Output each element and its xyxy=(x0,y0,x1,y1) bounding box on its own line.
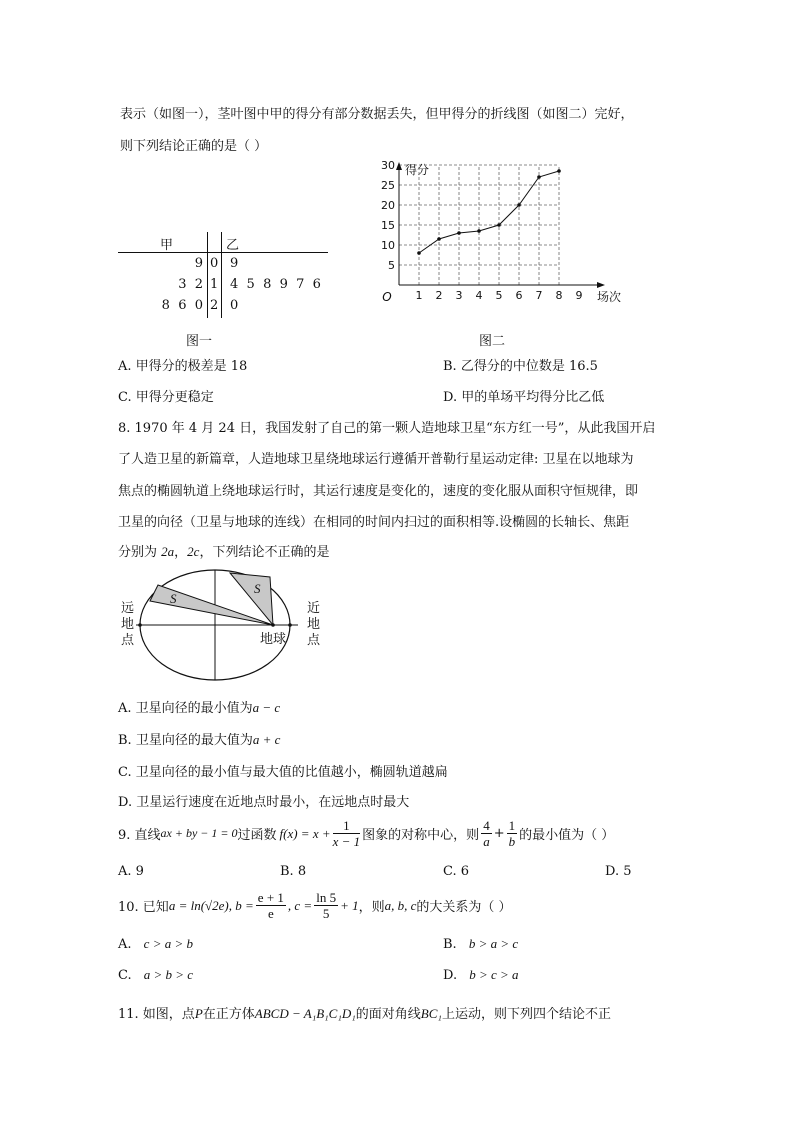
q9-func: f(x) = x + xyxy=(279,825,331,841)
q10-option-d xyxy=(443,967,519,983)
far-point-label xyxy=(121,601,135,649)
earth-dot xyxy=(271,623,275,627)
q9-stem xyxy=(118,818,614,849)
q10-option-d-label: D. xyxy=(443,968,458,983)
x-tick-label-7: 7 xyxy=(535,289,543,302)
q8-option-d: D. 卫星运行速度在近地点时最小，在远地点时最大 xyxy=(118,795,410,810)
area-label-1: S xyxy=(170,591,177,606)
stem-leaf-row-2-stem: 1 xyxy=(210,277,219,292)
q10-option-a xyxy=(118,936,193,952)
score-series-line xyxy=(419,171,559,253)
q10-pre: 10. 已知 xyxy=(118,900,169,915)
stem-leaf-row-1-stem: 0 xyxy=(210,256,219,271)
far-char-2: 地 xyxy=(121,617,135,632)
q9-func-den: x − 1 xyxy=(332,834,361,849)
q11-mid1: 在正方体 xyxy=(202,1007,255,1022)
q9-end: 的最小值为（ ） xyxy=(519,828,615,843)
x-tick-label-3: 3 xyxy=(455,289,463,302)
near-char-3: 点 xyxy=(307,633,321,648)
q8-line-3: 焦点的椭圆轨道上绕地球运行时，其运行速度是变化的，速度的变化服从面积守恒规律，即 xyxy=(118,484,639,499)
q9-func-num: 1 xyxy=(333,818,361,834)
q10-c-den: 5 xyxy=(322,906,330,921)
stem-leaf-header-right: 乙 xyxy=(226,238,240,253)
q11-p: P xyxy=(194,1006,203,1021)
stem-leaf-row-3-stem: 2 xyxy=(210,298,219,313)
q9-f2-den: b xyxy=(508,834,516,849)
q8-option-b-text: B. 卫星向径的最大值为 xyxy=(118,733,253,748)
far-char-1: 远 xyxy=(121,601,135,616)
stem-leaf-row-3-left: 8 6 0 xyxy=(161,298,203,313)
q9-fraction-4-a xyxy=(481,818,492,849)
y-axis-title: 得分 xyxy=(405,163,430,177)
q10-b-fraction xyxy=(256,890,286,921)
x-tick-label-6: 6 xyxy=(515,289,523,302)
q11-stem xyxy=(118,1003,611,1022)
q8-var-2c: 2c xyxy=(187,544,200,559)
q10-option-b xyxy=(443,936,518,952)
q10-option-b-label: B. xyxy=(443,937,457,952)
q9-f2-num: 1 xyxy=(508,818,516,833)
q8-option-b-math: a + c xyxy=(252,732,281,747)
q9-func-fraction xyxy=(333,818,361,849)
data-point-5 xyxy=(497,223,501,227)
q8-option-b xyxy=(118,729,280,748)
q9-f1-num: 4 xyxy=(483,818,490,833)
x-tick-label-4: 4 xyxy=(475,289,483,302)
figure-2-caption: 图二 xyxy=(479,334,506,349)
q10-a-def: a = ln(√2e), b = xyxy=(168,897,254,913)
near-point-dot xyxy=(288,623,292,627)
q9-pre: 9. 直线 xyxy=(118,828,161,843)
q8-line-1: 8. 1970 年 4 月 24 日，我国发射了自己的第一颗人造地球卫星“东方红一号”，从此我国开启 xyxy=(118,421,656,436)
y-tick-label-25: 25 xyxy=(381,179,395,192)
x-tick-label-1: 1 xyxy=(415,289,423,302)
data-point-1 xyxy=(417,251,421,255)
stem-leaf-row-2-right: 4 5 8 9 7 6 xyxy=(230,277,321,292)
q10-option-d-math: b > c > a xyxy=(469,967,519,982)
x-tick-label-5: 5 xyxy=(495,289,503,302)
q10-c-num: ln 5 xyxy=(316,890,337,905)
far-char-3: 点 xyxy=(121,633,135,648)
y-tick-label-20: 20 xyxy=(381,199,395,212)
q9-plus: + xyxy=(493,826,505,841)
q9-fraction-1-b xyxy=(507,818,518,849)
stem-leaf-plot xyxy=(118,232,328,327)
q10-option-b-math: b > a > c xyxy=(468,936,519,951)
q8-line-4: 卫星的向径（卫星与地球的连线）在相同的时间内扫过的面积相等.设椭圆的长轴长、焦距 xyxy=(118,515,630,530)
orbit-diagram xyxy=(118,565,333,690)
q9-mid: 过函数 xyxy=(237,828,277,843)
y-tick-label-10: 10 xyxy=(381,239,395,252)
stem-leaf-row-2-left: 3 2 xyxy=(178,277,203,292)
q9-option-b: B. 8 xyxy=(280,864,307,879)
q8-line-5-sep: ， xyxy=(174,545,188,560)
stem-leaf-row-1-right: 9 xyxy=(230,256,239,271)
far-point-dot xyxy=(138,623,142,627)
q8-line-2: 了人造卫星的新篇章，人造地球卫星绕地球运行遵循开普勒行星运动定律: 卫星在以地球为 xyxy=(118,452,634,467)
y-tick-label-15: 15 xyxy=(381,219,395,232)
q11-cube: ABCD − A₁B₁C₁D₁ xyxy=(254,1006,356,1021)
data-point-7 xyxy=(537,175,541,179)
near-char-2: 地 xyxy=(307,617,321,632)
q8-line-5-pre: 分别为 xyxy=(118,545,158,560)
q9-option-c: C. 6 xyxy=(443,864,470,879)
q10-c-fraction xyxy=(314,890,338,921)
data-point-6 xyxy=(517,203,521,207)
q9-option-d: D. 5 xyxy=(605,864,632,879)
figure-1-caption: 图一 xyxy=(186,334,213,349)
q8-option-c: C. 卫星向径的最小值与最大值的比值越小，椭圆轨道越扁 xyxy=(118,765,448,780)
near-point-label xyxy=(307,601,321,649)
score-line-chart xyxy=(375,160,635,335)
q7-option-c: C. 甲得分更稳定 xyxy=(118,390,214,405)
q11-mid2: 的面对角线 xyxy=(355,1007,421,1022)
q11-post: 上运动，则下列四个结论不正 xyxy=(441,1007,611,1022)
q9-post: 图象的对称中心，则 xyxy=(362,828,480,843)
q7-option-b: B. 乙得分的中位数是 16.5 xyxy=(443,359,598,374)
q10-option-a-math: c > a > b xyxy=(143,936,193,951)
x-tick-label-8: 8 xyxy=(555,289,563,302)
y-axis-arrow xyxy=(396,162,402,170)
q10-c-post: + 1 xyxy=(340,897,359,913)
q8-line-5-post: ，下列结论不正确的是 xyxy=(199,545,330,560)
q10-vars: a, b, c xyxy=(384,897,417,913)
q11-pre: 11. 如图，点 xyxy=(118,1007,195,1022)
q9-option-a: A. 9 xyxy=(118,864,144,879)
q10-option-c-label: C. xyxy=(118,968,132,983)
q10-post-pre: ，则 xyxy=(358,900,385,915)
near-char-1: 近 xyxy=(307,601,321,616)
x-axis-arrow xyxy=(597,282,605,288)
q7-option-d: D. 甲的单场平均得分比乙低 xyxy=(443,390,605,405)
q7-option-a: A. 甲得分的极差是 18 xyxy=(118,359,248,374)
q10-option-c-math: a > b > c xyxy=(143,967,194,982)
q10-stem xyxy=(118,890,512,921)
orbit-figure xyxy=(118,565,333,690)
stem-leaf-row-1-left: 9 xyxy=(194,256,203,271)
q10-b-den: e xyxy=(267,906,274,921)
x-tick-label-2: 2 xyxy=(435,289,443,302)
origin-label: O xyxy=(382,290,392,304)
q10-option-a-label: A. xyxy=(118,937,132,952)
data-point-2 xyxy=(437,237,441,241)
q8-option-a-math: a − c xyxy=(252,700,281,715)
q11-diag: BC₁ xyxy=(420,1006,442,1021)
y-tick-label-30: 30 xyxy=(381,160,395,172)
data-point-3 xyxy=(457,231,461,235)
intro-line-2: 则下列结论正确的是（ ） xyxy=(120,139,268,154)
earth-label: 地球 xyxy=(260,632,287,647)
data-point-4 xyxy=(477,229,481,233)
q10-option-c xyxy=(118,967,193,983)
q8-option-a xyxy=(118,697,280,716)
q10-post: 的大关系为（ ） xyxy=(416,900,512,915)
q8-line-5 xyxy=(118,541,329,560)
stem-leaf-header-left: 甲 xyxy=(160,238,174,253)
q8-var-2a: 2a xyxy=(161,544,175,559)
x-tick-label-9: 9 xyxy=(575,289,583,302)
q8-option-a-text: A. 卫星向径的最小值为 xyxy=(118,701,253,716)
area-label-2: S xyxy=(254,581,261,596)
y-tick-label-5: 5 xyxy=(388,259,395,272)
q10-c-pre: , c = xyxy=(287,897,313,913)
x-axis-title: 场次 xyxy=(597,290,622,304)
q10-b-num: e + 1 xyxy=(257,890,284,905)
q9-line-eq: ax + by − 1 = 0 xyxy=(160,826,238,840)
intro-line-1: 表示（如图一），茎叶图中甲的得分有部分数据丢失，但甲得分的折线图（如图二）完好， xyxy=(120,107,634,122)
stem-leaf-row-3-right: 0 xyxy=(230,298,239,313)
data-point-8 xyxy=(557,169,561,173)
q9-f1-den: a xyxy=(483,834,490,849)
